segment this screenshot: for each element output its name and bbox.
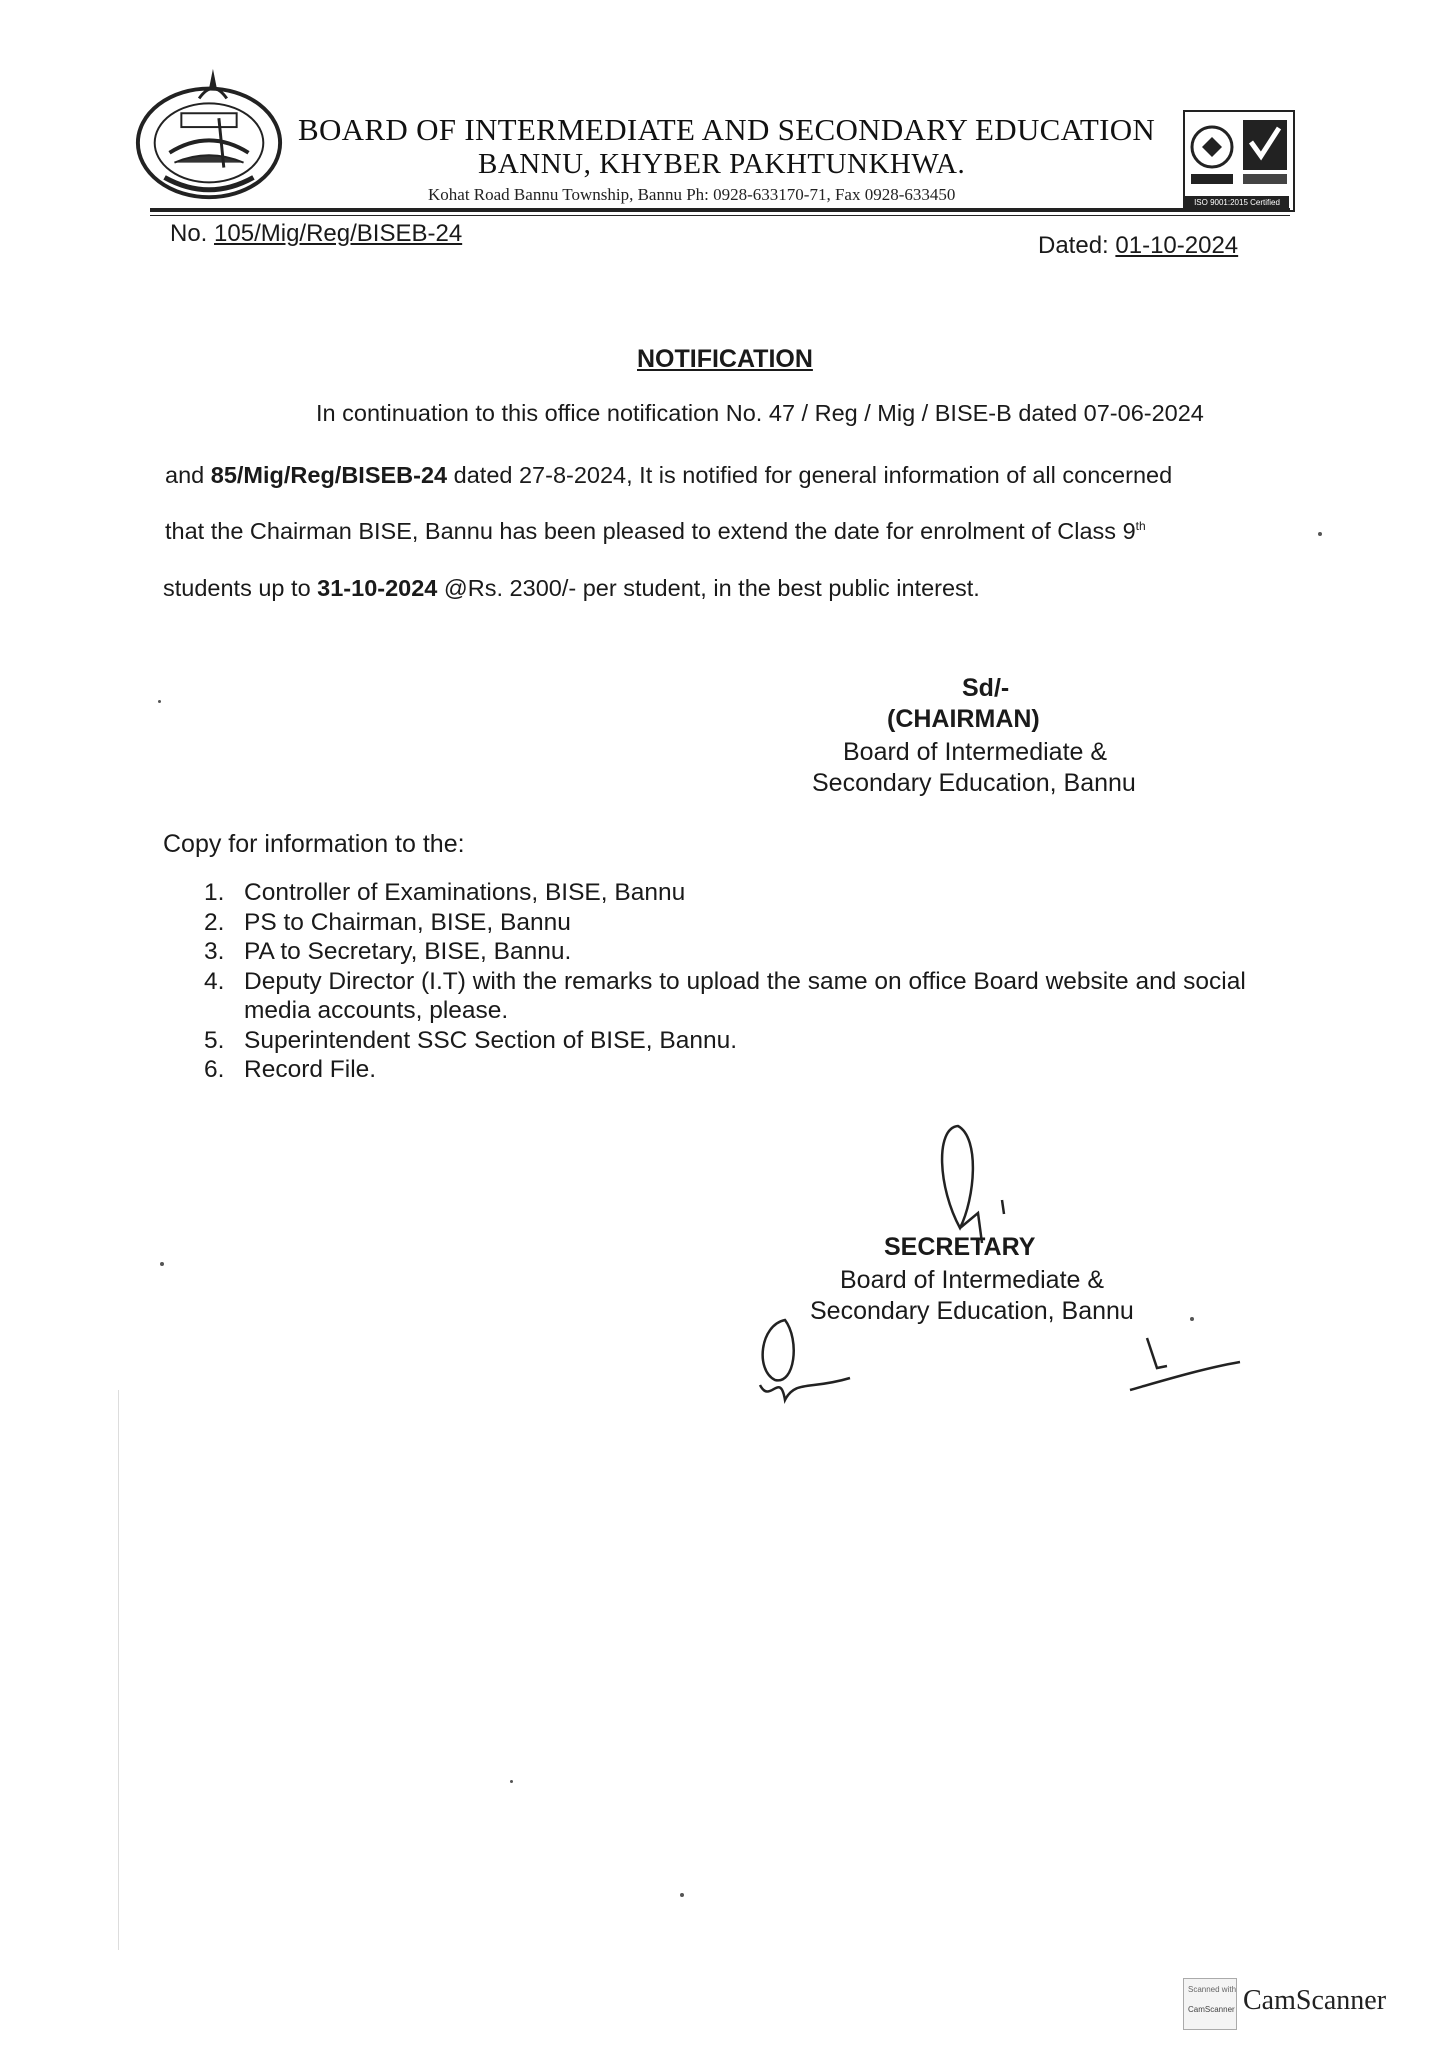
secretary-title: SECRETARY bbox=[884, 1233, 1036, 1261]
line-4-prefix: students up to bbox=[163, 575, 318, 601]
list-item-number: 6. bbox=[204, 1056, 225, 1083]
list-item-text: PS to Chairman, BISE, Bannu bbox=[244, 908, 571, 936]
secretary-org-line-1: Board of Intermediate & bbox=[840, 1266, 1105, 1294]
list-item bbox=[204, 1026, 1254, 1056]
line-2-reference: 85/Mig/Reg/BISEB-24 bbox=[210, 462, 448, 488]
list-item-number: 2. bbox=[204, 908, 225, 936]
scan-speck bbox=[680, 1893, 684, 1897]
list-item bbox=[204, 878, 1254, 908]
scanned-with-label: Scanned with bbox=[1188, 1985, 1237, 1994]
reference-date-value: 01-10-2024 bbox=[1115, 232, 1239, 259]
header-rule-thin bbox=[150, 215, 1290, 216]
header-rule bbox=[150, 208, 1290, 212]
line-2-prefix: and bbox=[165, 462, 211, 488]
secretary-org-line-2: Secondary Education, Bannu bbox=[810, 1297, 1134, 1325]
list-item-number: 4. bbox=[204, 967, 225, 995]
list-item-text: Controller of Examinations, BISE, Bannu bbox=[244, 879, 686, 906]
list-item bbox=[204, 937, 1254, 967]
chairman-sd: Sd/- bbox=[962, 674, 1010, 702]
scan-speck bbox=[510, 1780, 513, 1783]
scan-speck bbox=[158, 700, 161, 703]
chairman-org-line-2: Secondary Education, Bannu bbox=[812, 769, 1136, 797]
copy-list bbox=[204, 878, 1254, 1085]
camscanner-badge-label: CamScanner bbox=[1188, 2005, 1235, 2014]
list-item-text: Superintendent SSC Section of BISE, Bannu. bbox=[244, 1026, 738, 1054]
notification-title: NOTIFICATION bbox=[637, 345, 813, 373]
notification-line-4 bbox=[163, 575, 980, 602]
scan-speck bbox=[160, 1262, 164, 1266]
iso-label: ISO 9001:2015 Certified bbox=[1185, 196, 1289, 209]
list-item bbox=[204, 908, 1254, 938]
camscanner-brand: CamScanner bbox=[1243, 1985, 1387, 2016]
line-4-deadline: 31-10-2024 bbox=[317, 575, 438, 601]
board-subtitle: BANNU, KHYBER PAKHTUNKHWA. bbox=[478, 148, 966, 180]
reference-date bbox=[1038, 232, 1238, 260]
list-item-number: 3. bbox=[204, 938, 225, 965]
list-item bbox=[204, 967, 1254, 1026]
line-4-suffix: @Rs. 2300/- per student, in the best public interest. bbox=[437, 575, 980, 601]
line-3-text: that the Chairman BISE, Bannu has been pleased to extend the date for enrolment of Class 9 bbox=[165, 518, 1136, 544]
board-crest-icon bbox=[130, 58, 288, 208]
line-3-superscript: th bbox=[1135, 519, 1146, 534]
reference-date-label: Dated: bbox=[1038, 232, 1109, 259]
copy-heading: Copy for information to the: bbox=[163, 830, 465, 858]
reference-number-label: No. bbox=[170, 220, 208, 247]
chairman-org-line-1: Board of Intermediate & bbox=[843, 738, 1108, 766]
scan-speck bbox=[1318, 532, 1322, 536]
initials-mark-icon bbox=[1125, 1330, 1245, 1400]
notification-line-1: In continuation to this office notification No. 47 / Reg / Mig / BISE-B dated 07-06-2024 bbox=[316, 400, 1204, 426]
chairman-title: (CHAIRMAN) bbox=[887, 705, 1040, 733]
list-item bbox=[204, 1055, 1254, 1085]
scan-speck bbox=[1190, 1317, 1194, 1321]
list-item-number: 1. bbox=[204, 879, 225, 906]
board-address: Kohat Road Bannu Township, Bannu Ph: 0928-633170-71, Fax 0928-633450 bbox=[428, 185, 956, 204]
scan-edge-line bbox=[118, 1390, 119, 1950]
board-title: BOARD OF INTERMEDIATE AND SECONDARY EDUCATION bbox=[298, 112, 1156, 147]
list-item-text: PA to Secretary, BISE, Bannu. bbox=[244, 938, 572, 965]
reference-number-value: 105/Mig/Reg/BISEB-24 bbox=[214, 220, 463, 247]
reference-number bbox=[170, 220, 462, 248]
initials-signature-icon bbox=[740, 1310, 860, 1420]
list-item-text: Record File. bbox=[244, 1056, 377, 1083]
notification-line-2 bbox=[165, 462, 1172, 489]
list-item-number: 5. bbox=[204, 1026, 225, 1054]
list-item-text: Deputy Director (I.T) with the remarks to upload the same on office Board website and social media accounts, please. bbox=[244, 967, 1246, 1024]
line-2-suffix: dated 27-8-2024, It is notified for general information of all concerned bbox=[447, 462, 1173, 488]
notification-line-3 bbox=[165, 518, 1146, 545]
